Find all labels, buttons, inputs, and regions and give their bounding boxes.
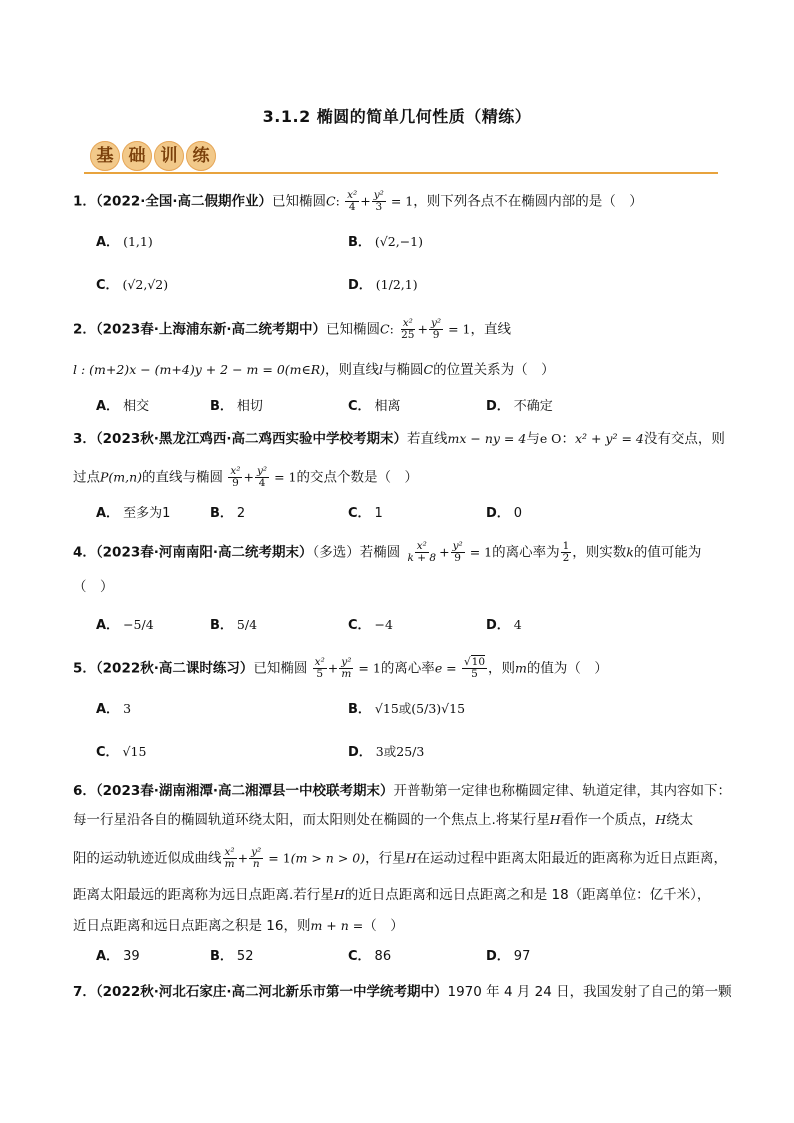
question-3-line-2: 过点P(m,n)的直线与椭圆 $\frac{\text{x²}}{9}$ + $\frac{\text{y²}}{4}$ = 1的交点个数是（ ） bbox=[73, 465, 418, 489]
option-a[interactable]: A． −5/4 bbox=[96, 617, 154, 633]
option-text: 86 bbox=[374, 949, 392, 964]
variable: H bbox=[405, 850, 417, 866]
question-5: 5．（2022秋·高二课时练习）已知椭圆 $\frac{\text{x²}}{5}$ + $\frac{\text{y²}}{m}$ = 1的离心率e = $\frac{√10}{5}$ ，则m的值为（ ） bbox=[73, 656, 608, 680]
question-source: （2023春·河南南阳·高二统考期末） bbox=[95, 544, 313, 561]
question-text: 与椭圆 bbox=[383, 362, 424, 378]
circle-label: e O bbox=[539, 431, 562, 446]
option-c[interactable]: C． 86 bbox=[348, 949, 392, 964]
question-text: 已知椭圆 bbox=[326, 321, 380, 338]
question-7 bbox=[73, 982, 733, 1002]
equation: x² + y² = 4 bbox=[574, 431, 644, 446]
question-source: （2023春·上海浦东新·高二统考期中） bbox=[95, 321, 326, 338]
question-text: 的近日点距离和远日点距离之和是 18（距离单位：亿千米）， bbox=[344, 887, 711, 903]
option-d[interactable]: D． 0 bbox=[486, 506, 523, 521]
question-text: 绕太 bbox=[666, 812, 694, 828]
question-text: ： bbox=[561, 431, 575, 447]
question-text: 在运动过程中距离太阳最近的距离称为近日点距离， bbox=[416, 850, 728, 867]
question-6-line-4 bbox=[73, 885, 733, 905]
variable: H bbox=[655, 812, 667, 827]
variable: k bbox=[626, 544, 634, 560]
question-text: ，行星 bbox=[365, 850, 406, 867]
option-text: 3 bbox=[123, 701, 132, 716]
question-number: 7． bbox=[73, 984, 96, 1000]
section-banner bbox=[84, 139, 724, 173]
question-text: 已知椭圆 bbox=[253, 660, 308, 677]
option-a[interactable]: A． 39 bbox=[96, 949, 140, 964]
question-text: 的位置关系为（ ） bbox=[433, 362, 555, 378]
question-number: 3． bbox=[73, 431, 96, 447]
question-text: 阳的运动轨迹近似成曲线 bbox=[73, 850, 222, 867]
question-text: ，则直线 bbox=[325, 362, 380, 378]
question-6 bbox=[73, 781, 733, 801]
option-text: 3或25/3 bbox=[375, 744, 425, 759]
condition: (m > n > 0) bbox=[290, 850, 366, 866]
question-number: 6． bbox=[73, 783, 96, 799]
option-b[interactable]: B． 相切 bbox=[210, 399, 263, 414]
fraction: $\frac{\text{x²}}{5}$ bbox=[314, 656, 325, 680]
fraction: $\frac{\text{y²}}{3}$ bbox=[373, 189, 384, 213]
question-number: 4． bbox=[73, 544, 96, 561]
option-a[interactable]: A． 至多为1 bbox=[96, 506, 171, 521]
option-text: −4 bbox=[374, 617, 393, 632]
option-d[interactable]: D． 不确定 bbox=[486, 399, 553, 414]
question-number: 2． bbox=[73, 321, 96, 338]
option-text: 相离 bbox=[374, 399, 401, 414]
question-source: （2022秋·高二课时练习） bbox=[95, 660, 254, 677]
option-text: (1,1) bbox=[123, 234, 153, 249]
option-d[interactable]: D． (1/2,1) bbox=[348, 277, 418, 293]
fraction: $\frac{\text{x²}}{9}$ bbox=[230, 465, 241, 489]
option-text: (√2,−1) bbox=[374, 234, 423, 249]
option-text: 4 bbox=[513, 617, 522, 632]
question-text: 近日点距离和远日点距离之积是 16，则 bbox=[73, 918, 311, 934]
option-c[interactable]: C． −4 bbox=[348, 617, 393, 633]
option-text: 不确定 bbox=[513, 399, 553, 414]
math-c: C bbox=[326, 193, 336, 209]
option-a[interactable]: A． 3 bbox=[96, 701, 132, 717]
question-source: （2022秋·河北石家庄·高二河北新乐市第一中学统考期中） bbox=[95, 984, 448, 1000]
question-text: 若直线 bbox=[407, 431, 448, 447]
line-equation: l : (m+2)x − (m+4)y + 2 − m = 0(m∈R) bbox=[73, 362, 326, 377]
question-text: 距离太阳最远的距离称为远日点距离.若行星 bbox=[73, 887, 334, 903]
question-2-line-2: l : (m+2)x − (m+4)y + 2 − m = 0(m∈R)，则直线l与椭圆C的位置关系为（ ） bbox=[73, 362, 555, 378]
question-6-line-5 bbox=[73, 916, 733, 936]
question-text: 没有交点，则 bbox=[643, 431, 725, 447]
question-text: 的值可能为 bbox=[633, 544, 702, 561]
variable: H bbox=[333, 887, 345, 902]
question-text: ，则实数 bbox=[572, 544, 627, 561]
option-c[interactable]: C． (√2,√2) bbox=[96, 277, 169, 293]
question-1: 1．（2022·全国·高二假期作业）已知椭圆C: $\frac{\text{x²}}{4}$ + $\frac{\text{y²}}{3}$ = 1，则下列各点不在椭圆内部的是（ ） bbox=[73, 189, 643, 213]
variable: H bbox=[549, 812, 561, 827]
banner-char: 训 bbox=[154, 141, 184, 171]
question-source: （2023春·湖南湘潭·高二湘潭县一中校联考期末） bbox=[95, 783, 394, 799]
option-c[interactable]: C． 1 bbox=[348, 506, 383, 521]
question-text: 的直线与椭圆 bbox=[142, 469, 224, 486]
option-text: 1 bbox=[374, 506, 383, 521]
option-text: √15或(5/3)√15 bbox=[374, 701, 466, 716]
question-4: 4．（2023春·河南南阳·高二统考期末）（多选）若椭圆 $\frac{\text{x²}}{k + 8}$ + $\frac{\text{y²}}{9}$ = 1的离心率为 $\frac{1}{2}$ ，则实数k的值可能为 bbox=[73, 540, 702, 564]
math-colon: : bbox=[335, 193, 340, 209]
option-a[interactable]: A． (1,1) bbox=[96, 234, 153, 250]
banner-char: 础 bbox=[122, 141, 152, 171]
option-c[interactable]: C． √15 bbox=[96, 744, 147, 760]
equation: mx − ny = 4 bbox=[447, 431, 527, 446]
option-text: −5/4 bbox=[123, 617, 154, 632]
question-text: 看作一个质点， bbox=[560, 812, 656, 828]
option-b[interactable]: B． 52 bbox=[210, 949, 254, 964]
option-c[interactable]: C． 相离 bbox=[348, 399, 401, 414]
eccentricity-label: e = bbox=[434, 660, 457, 676]
question-6-line-3: 阳的运动轨迹近似成曲线 $\frac{\text{x²}}{m}$ + $\frac{\text{y²}}{n}$ = 1(m > n > 0)，行星H在运动过程中距离太阳最近的距离称为近日点距离， bbox=[73, 846, 728, 870]
option-text: 至多为1 bbox=[123, 506, 171, 521]
question-text: 开普勒第一定律也称椭圆定律、轨道定律，其内容如下： bbox=[393, 783, 731, 799]
question-text: 的值为（ ） bbox=[526, 660, 608, 677]
option-b[interactable]: B． 2 bbox=[210, 506, 246, 521]
question-text: 的交点个数是（ ） bbox=[296, 469, 418, 486]
question-text: 的离心率为 bbox=[492, 544, 560, 561]
answer-blank: （ ） bbox=[73, 579, 114, 595]
banner-char: 基 bbox=[90, 141, 120, 171]
fraction: $\frac{\text{x²}}{4}$ bbox=[347, 189, 358, 213]
option-a[interactable]: A． 相交 bbox=[96, 399, 150, 414]
expression: m + n = bbox=[310, 918, 364, 933]
question-text: ，则 bbox=[488, 660, 516, 677]
fraction: $\frac{\text{y²}}{n}$ bbox=[251, 846, 262, 870]
variable: m bbox=[515, 660, 527, 676]
fraction: $\frac{\text{x²}}{25}$ bbox=[401, 317, 415, 341]
fraction: $\frac{√10}{5}$ bbox=[463, 656, 486, 680]
option-d[interactable]: D． 97 bbox=[486, 949, 531, 964]
fraction: $\frac{\text{y²}}{9}$ bbox=[430, 317, 442, 341]
question-text: 的离心率 bbox=[380, 660, 435, 677]
option-text: 52 bbox=[236, 949, 254, 964]
fraction: $\frac{\text{x²}}{k + 8}$ bbox=[407, 540, 437, 564]
option-b[interactable]: B． 5/4 bbox=[210, 617, 258, 633]
option-d[interactable]: D． 3或25/3 bbox=[348, 744, 425, 760]
question-text: ，则下列各点不在椭圆内部的是（ ） bbox=[413, 193, 643, 210]
banner-divider bbox=[84, 172, 718, 174]
question-text: 已知椭圆 bbox=[272, 193, 326, 210]
question-number: 1． bbox=[73, 193, 96, 210]
option-text: 5/4 bbox=[236, 617, 258, 632]
fraction: $\frac{\text{y²}}{4}$ bbox=[256, 465, 268, 489]
option-b[interactable]: B． (√2,−1) bbox=[348, 234, 423, 250]
page-title: 3.1.2 椭圆的简单几何性质（精练） bbox=[262, 107, 532, 126]
option-text: 相切 bbox=[236, 399, 263, 414]
question-text: 1970 年 4 月 24 日，我国发射了自己的第一颗 bbox=[447, 984, 732, 1000]
banner-label bbox=[90, 141, 216, 171]
question-text: 过点 bbox=[73, 469, 100, 486]
fraction: $\frac{\text{x²}}{m}$ bbox=[224, 846, 235, 870]
fraction: $\frac{\text{y²}}{m}$ bbox=[341, 656, 352, 680]
option-text: 0 bbox=[513, 506, 523, 521]
question-6-line-2 bbox=[73, 810, 733, 830]
option-b[interactable]: B． √15或(5/3)√15 bbox=[348, 701, 466, 717]
question-text: 每一行星沿各自的椭圆轨道环绕太阳，而太阳则处在椭圆的一个焦点上.将某行星 bbox=[73, 812, 550, 828]
option-text: 39 bbox=[123, 949, 140, 964]
math-c: C bbox=[380, 321, 390, 337]
banner-char: 练 bbox=[186, 141, 216, 171]
option-text: (√2,√2) bbox=[122, 277, 169, 292]
question-source: （2022·全国·高二假期作业） bbox=[95, 193, 272, 210]
fraction: $\frac{\text{y²}}{9}$ bbox=[452, 540, 463, 564]
question-source: （2023秋·黑龙江鸡西·高二鸡西实验中学校考期末） bbox=[95, 431, 407, 447]
question-3 bbox=[73, 429, 733, 449]
answer-blank: （ ） bbox=[363, 918, 404, 934]
question-text: 与 bbox=[526, 431, 540, 447]
option-text: √15 bbox=[122, 744, 147, 759]
fraction: $\frac{1}{2}$ bbox=[562, 540, 570, 564]
question-text: （多选）若椭圆 bbox=[312, 544, 401, 561]
option-d[interactable]: D． 4 bbox=[486, 617, 522, 633]
option-text: 相交 bbox=[123, 399, 150, 414]
question-2: 2．（2023春·上海浦东新·高二统考期中）已知椭圆C: $\frac{\text{x²}}{25}$ + $\frac{\text{y²}}{9}$ = 1，直线 bbox=[73, 317, 511, 341]
option-text: 97 bbox=[513, 949, 531, 964]
question-4-line-2 bbox=[73, 577, 733, 597]
point: P(m,n) bbox=[100, 469, 143, 485]
option-text: (1/2,1) bbox=[375, 277, 418, 292]
option-text: 2 bbox=[236, 506, 246, 521]
question-text: ，直线 bbox=[470, 321, 511, 338]
question-number: 5． bbox=[73, 660, 96, 677]
